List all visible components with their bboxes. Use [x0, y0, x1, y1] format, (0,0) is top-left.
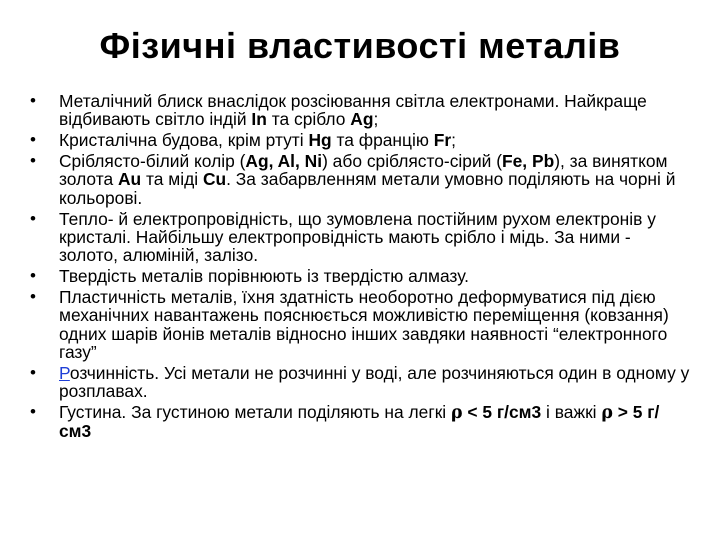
text-segment: Fe, Pb [502, 151, 555, 172]
text-segment: Кристалічна будова, крім ртуті [59, 130, 309, 151]
text-segment: Ag, Al, Ni [245, 151, 323, 172]
text-segment: Твердість металів порівнюють із твердістю алмазу. [59, 266, 469, 287]
bullet-icon: • [30, 286, 36, 306]
text-segment: . За забарвленням метали умовно поділяють на чорні й кольорові. [59, 169, 676, 208]
text-segment: In [251, 109, 267, 130]
bullet-item [26, 288, 690, 361]
text-segment: Hg [308, 130, 332, 151]
text-segment: ; [373, 109, 379, 130]
text-segment: ρ [601, 402, 613, 423]
text-segment: та срібло [266, 109, 351, 130]
text-segment: Cu [202, 169, 227, 190]
text-segment: Тепло- й електропровідність, що зумовлена постійним рухом електронів у кристалі. Найбільшу електропровідність мають срібло і мідь. За ними - золото, алюміній, залізо. [59, 208, 656, 266]
bullet-item [26, 210, 690, 265]
bullet-item [26, 364, 690, 401]
text-segment: > 5 г/см3 [59, 401, 660, 442]
bullet-item [26, 403, 690, 441]
bullet-icon: • [30, 266, 36, 286]
text-segment: та францію [331, 130, 434, 151]
text-segment: Fr [433, 130, 452, 151]
text-segment: ρ [451, 402, 463, 423]
text-segment: Металічний блиск внаслідок розсіювання світла електронами. Найкраще відбивають світло індій [59, 91, 647, 130]
text-segment: озчинність. Усі метали не розчинні у воді, але розчиняються один в одному у розплавах. [59, 362, 690, 402]
text-segment: Ag [350, 109, 374, 130]
inline-link[interactable]: Р [59, 362, 70, 383]
text-segment: та міді [141, 169, 203, 190]
text-segment: < 5 г/см3 [462, 401, 542, 422]
bullet-item [26, 267, 690, 285]
bullet-icon: • [30, 130, 36, 150]
bullet-icon: • [30, 208, 36, 228]
text-segment: і важкі [541, 401, 602, 422]
bullet-icon: • [30, 401, 36, 421]
text-segment: Au [117, 169, 142, 190]
bullet-icon: • [30, 151, 36, 171]
slide-title: Фізичні властивості металів [99, 25, 621, 66]
text-segment: Густина. За густиною метали поділяють на легкі [59, 401, 452, 422]
bullet-icon: • [30, 91, 36, 110]
bullet-icon: • [30, 362, 36, 382]
bullet-item [26, 152, 690, 207]
text-segment: Сріблясто-білий колір ( [59, 151, 246, 172]
text-segment: ), за винятком золота [59, 151, 668, 190]
bullet-item [26, 92, 690, 129]
bullet-list [26, 92, 690, 443]
text-segment: ) або сріблясто-сірий ( [322, 151, 503, 172]
text-segment: ; [451, 130, 456, 151]
text-segment: Пластичність металів, їхня здатність необоротно деформуватися під дією механічних навантажень пояснюється можливістю переміщення (ковзання) одних шарів йонів металів відносно інших завдяки наявності “електронного газу” [59, 286, 669, 362]
bullet-item [26, 131, 690, 149]
